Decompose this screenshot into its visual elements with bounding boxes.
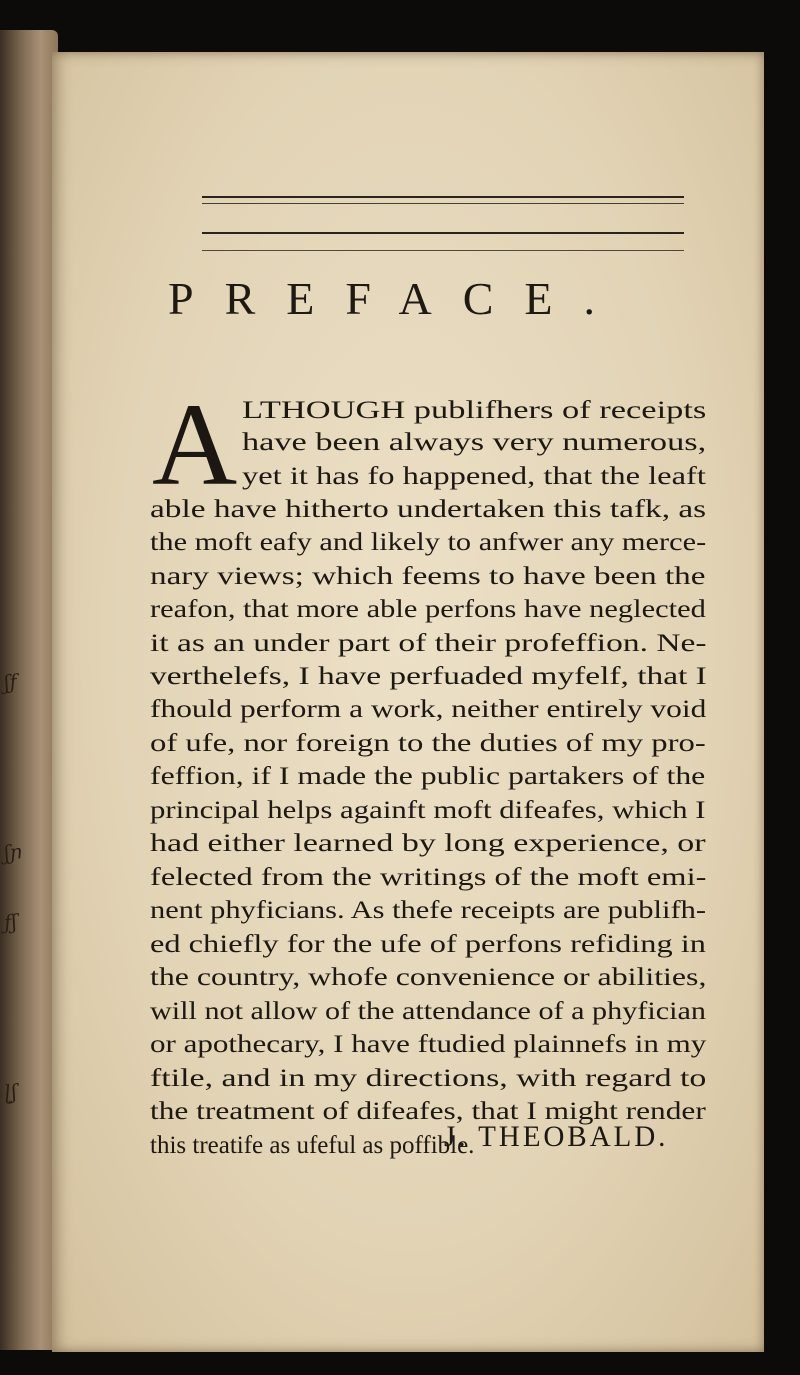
body-line: fhould perform a work, neither entirely void: [150, 696, 707, 723]
body-line: reafon, that more able perfons have neglected: [150, 596, 706, 623]
body-line: it as an under part of their profeffion. Ne-: [150, 630, 707, 657]
body-line: verthelefs, I have perfuaded myfelf, that I: [150, 663, 707, 690]
ornamental-rule: [202, 232, 684, 234]
body-line: the moft eafy and likely to anfwer any merce-: [150, 529, 707, 556]
body-line: ed chiefly for the ufe of perfons refiding in: [150, 931, 707, 958]
page-title: PREFACE.: [168, 273, 627, 324]
body-line: LTHOUGH publifhers of receipts: [242, 397, 707, 424]
body-line: felected from the writings of the moft emi-: [150, 864, 707, 891]
author-signature: J. THEOBALD.: [444, 1120, 669, 1153]
body-line: yet it has fo happened, that the leaft: [242, 463, 706, 490]
body-line: nent phyficians. As thefe receipts are publifh-: [150, 897, 706, 924]
ornamental-rule: [202, 250, 684, 251]
marginal-handwriting: ʃƒ: [2, 669, 19, 695]
body-line: the country, whofe convenience or abilities,: [150, 964, 707, 991]
body-line: had either learned by long experience, or: [150, 830, 706, 857]
body-line: the treatment of difeafes, that I might render: [150, 1098, 706, 1125]
body-line: ftile, and in my directions, with regard to: [150, 1065, 707, 1092]
body-line: principal helps againft moft difeafes, which I: [150, 797, 706, 824]
ornamental-rule: [202, 196, 684, 198]
body-line: have been always very numerous,: [242, 429, 707, 456]
body-line: nary views; which feems to have been the: [150, 563, 706, 590]
facing-page-edge: [0, 30, 58, 1350]
ornamental-rule: [202, 203, 684, 204]
body-line: will not allow of the attendance of a phyfician: [150, 998, 706, 1025]
body-line: or apothecary, I have ftudied plainnefs in my: [150, 1031, 707, 1058]
marginal-handwriting: ʃɲ: [2, 839, 24, 865]
body-line: feffion, if I made the public partakers of the: [150, 763, 706, 790]
drop-cap: A: [152, 379, 238, 510]
body-line: able have hitherto undertaken this tafk, as: [150, 496, 707, 523]
body-line: this treatife as ufeful as poffible.: [150, 1132, 475, 1159]
body-line: of ufe, nor foreign to the duties of my pro-: [150, 730, 706, 757]
marginal-handwriting: ƒʃ: [2, 909, 19, 935]
marginal-handwriting: ɭʃ: [2, 1079, 18, 1105]
